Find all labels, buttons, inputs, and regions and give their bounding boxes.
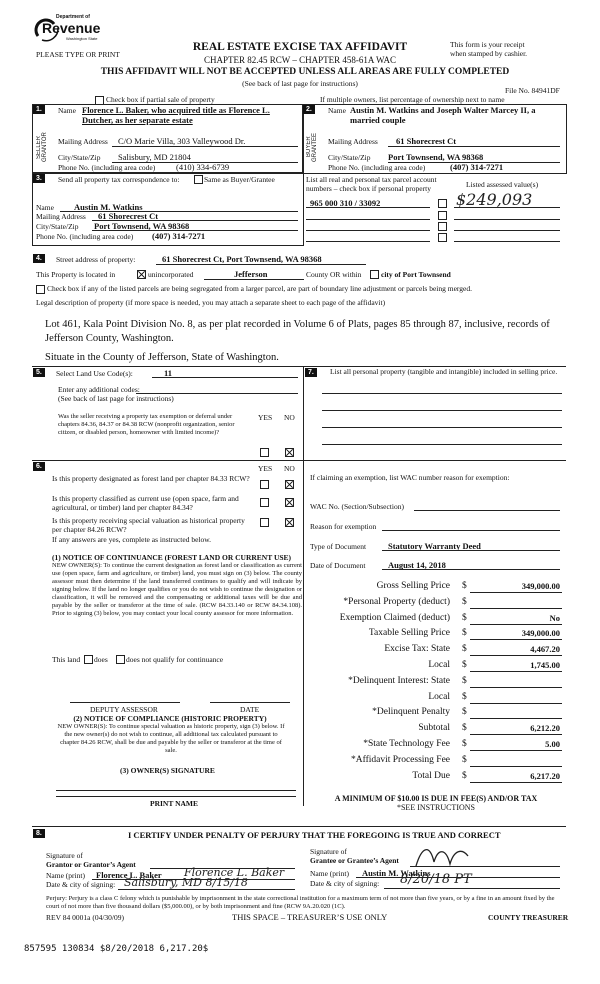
calc-row-dollar: $ (462, 675, 467, 686)
same-as-buyer-label: Same as Buyer/Grantee (204, 175, 275, 184)
calc-row-dollar: $ (462, 612, 467, 623)
receipt-note-2: when stamped by cashier. (450, 49, 528, 58)
land-use-see-back: (See back of last page for instructions) (58, 394, 174, 403)
calc-row-dollar: $ (462, 754, 467, 765)
form-title: REAL ESTATE EXCISE TAX AFFIDAVIT (192, 41, 408, 53)
street-address-label: Street address of property: (56, 255, 136, 264)
grantor-sig-label-2: Grantor or Grantor’s Agent (46, 860, 136, 869)
personal-property-checkbox-3[interactable] (438, 222, 447, 231)
does-checkbox[interactable] (84, 655, 93, 664)
tax-calculation (310, 581, 562, 786)
historic-no-checkbox[interactable] (285, 518, 294, 527)
calc-row-dollar: $ (462, 581, 467, 591)
corr-city: Port Townsend, WA 98368 (94, 221, 190, 231)
calc-row-dollar: $ (462, 770, 467, 781)
calc-row (310, 628, 562, 642)
unincorporated-checkbox[interactable] (137, 270, 146, 279)
does-label: does (94, 655, 108, 664)
section-7-number: 7. (305, 368, 317, 377)
calc-row (310, 597, 562, 611)
section-6-number: 6. (33, 462, 45, 471)
current-use-no-checkbox[interactable] (285, 498, 294, 507)
document-type: Statutory Warranty Deed (388, 541, 481, 551)
logo-state: Washington State (66, 36, 98, 41)
calc-row-line (470, 608, 562, 609)
calc-row-label: Local (428, 691, 450, 702)
assessed-value-1: $249,093 (456, 190, 533, 209)
street-address: 61 Shorecrest Ct, Port Townsend, WA 98368 (162, 254, 322, 264)
grantee-date-label: Date & city of signing: (310, 879, 380, 888)
buyer-city-label: City/State/Zip (328, 153, 371, 162)
form-subtitle: CHAPTER 82.45 RCW – CHAPTER 458-61A WAC (204, 55, 396, 65)
buyer-city: Port Townsend, WA 98368 (388, 152, 484, 162)
seller-phone-label: Phone No. (including area code) (58, 163, 156, 172)
calc-row-label: Total Due (412, 770, 450, 781)
calc-row-value[interactable]: No (549, 612, 560, 623)
calc-row-line (470, 782, 562, 783)
calc-row-value[interactable]: 349,000.00 (521, 628, 560, 639)
calc-row-label: *Affidavit Processing Fee (350, 754, 450, 765)
print-name-label: PRINT NAME (150, 799, 198, 808)
s6-no-label: NO (284, 464, 295, 473)
logo-dept: Department of (56, 14, 90, 20)
calc-row-label: Excise Tax: State (384, 644, 450, 655)
calc-row-dollar: $ (462, 596, 467, 607)
grantor-date-city: Salisbury, MD 8/15/18 (124, 876, 248, 889)
personal-property-label: List all personal property (tangible and intangible) included in selling price. (330, 367, 558, 376)
corr-name: Austin M. Watkins (74, 202, 143, 212)
exemption-question: Was the seller receiving a property tax exemption or deferral under chapters 84.36, 84.37 or 84.38 RCW (nonprofit organization, senior citizen, or disabled person, homeowner with limited income)? (58, 413, 235, 436)
land-use-code: 11 (164, 368, 173, 378)
calc-row (310, 644, 562, 658)
document-type-label: Type of Document (310, 542, 367, 551)
legal-description-label: Legal description of property (if more space is needed, you may attach a separate sheet to each page of the affidavit) (36, 298, 386, 307)
calc-row-line (470, 671, 562, 672)
seller-mailing: C/O Marie Villa, 303 Valleywood Dr. (118, 136, 246, 146)
this-land-label: This land (52, 655, 81, 664)
if-yes-note: If any answers are yes, complete as instructed below. (52, 535, 212, 544)
historic-yes-checkbox[interactable] (260, 518, 269, 527)
document-date: August 14, 2018 (388, 560, 446, 570)
calc-row-line (470, 624, 562, 625)
assessed-value-label: Listed assessed value(s) (466, 180, 539, 189)
city-of-label: city of Port Townsend (381, 270, 451, 279)
calc-row (310, 723, 562, 737)
grantee-sig-label-2: Grantee or Grantee’s Agent (310, 856, 399, 865)
buyer-name: Austin M. Watkins and Joseph Walter Marcey II, a married couple (350, 105, 536, 125)
warning-text: THIS AFFIDAVIT WILL NOT BE ACCEPTED UNLESS ALL AREAS ARE FULLY COMPLETED (100, 67, 510, 77)
segregated-label: Check box if any of the listed parcels are being segregated from a larger parcel, are part of boundary line adjustment or parcels being merged. (47, 284, 472, 293)
calc-row-label: Taxable Selling Price (368, 628, 450, 639)
notice-compliance-title: (2) NOTICE OF COMPLIANCE (HISTORIC PROPERTY) (73, 714, 267, 723)
buyer-phone-label: Phone No. (including area code) (328, 163, 426, 172)
calc-row (310, 692, 562, 706)
calc-row-value[interactable]: 4,467.20 (530, 644, 560, 655)
same-as-buyer-checkbox[interactable] (194, 175, 203, 184)
grantor-date-label: Date & city of signing: (46, 880, 116, 889)
please-type: PLEASE TYPE OR PRINT (36, 50, 120, 59)
corr-mailing: 61 Shorecrest Ct (98, 211, 159, 221)
current-use-question: Is this property classified as current use (open space, farm and agricultural, or timber) land per chapter 84.34? (52, 494, 239, 512)
calc-row-value[interactable]: 349,000.00 (521, 581, 560, 591)
calc-row (310, 581, 562, 595)
calc-row-value[interactable]: 6,217.20 (530, 770, 560, 781)
exemption-reason-label: Reason for exemption (310, 522, 377, 531)
parcel-number-1: 965 000 310 / 33092 (310, 198, 381, 208)
seller-city: Salisbury, MD 21804 (118, 152, 191, 162)
document-date-label: Date of Document (310, 561, 366, 570)
grantee-date-city: 8/20/18 PT (400, 872, 472, 887)
calc-row-line (470, 766, 562, 767)
section-5-number: 5. (33, 368, 45, 377)
calc-row-dollar: $ (462, 723, 467, 734)
city-of-checkbox[interactable] (370, 270, 379, 279)
buyer-mailing: 61 Shorecrest Ct (396, 136, 457, 146)
seller-phone: (410) 334-6739 (176, 162, 230, 172)
grantor-name: Florence L. Baker (96, 870, 162, 880)
calc-row-line (470, 734, 562, 735)
perjury-statement: Perjury: Perjury is a class C felony which is punishable by imprisonment in the state correctional institution for a maximum term of not more than five years, or by a fine in an amount fixed by the court of not more than five thousand dollars ($5,000.00), or by both imprisonment and fine (RCW 9A.20.020 (1C). (46, 895, 555, 910)
exemption-claim-label: If claiming an exemption, list WAC number reason for exemption: (310, 473, 510, 482)
certify-statement: I CERTIFY UNDER PENALTY OF PERJURY THAT THE FOREGOING IS TRUE AND CORRECT (128, 830, 501, 840)
calc-row-dollar: $ (462, 691, 467, 702)
calc-row-label: Exemption Claimed (deduct) (339, 612, 450, 623)
buyer-mailing-label: Mailing Address (328, 137, 378, 146)
calc-row (310, 739, 562, 753)
does-not-checkbox[interactable] (116, 655, 125, 664)
calc-row-line (470, 592, 562, 593)
forest-no-checkbox[interactable] (285, 480, 294, 489)
see-instructions: *SEE INSTRUCTIONS (396, 803, 475, 812)
county-or-within-label: County OR within (306, 270, 362, 279)
grantor-sig-label-1: Signature of (46, 851, 83, 860)
calc-row-line (470, 750, 562, 751)
seller-side-label: SELLER GRANTOR (36, 132, 48, 162)
s5-yes-checkbox[interactable] (260, 448, 269, 457)
partial-sale-label: Check box if partial sale of property (106, 95, 215, 104)
legal-situate: Situate in the County of Jefferson, State of Washington. (45, 352, 279, 363)
parcels-header-2: numbers – check box if personal property (306, 184, 431, 193)
see-back-note: (See back of last page for instructions) (242, 79, 358, 88)
notice-continuance-title: (1) NOTICE OF CONTINUANCE (FOREST LAND OR CURRENT USE) (52, 553, 292, 562)
calc-row-line (470, 703, 562, 704)
calc-row-line (470, 655, 562, 656)
calc-row-dollar: $ (462, 644, 467, 655)
logo-text: Revenue (42, 20, 101, 36)
county-name: Jefferson (234, 269, 268, 279)
county-treasurer: COUNTY TREASURER (488, 913, 569, 922)
calc-row (310, 613, 562, 627)
section-1-number: 1. (33, 105, 45, 114)
grantor-name-label: Name (print) (46, 871, 85, 880)
rev-number: REV 84 0001a (04/30/09) (46, 913, 124, 922)
calc-row-line (470, 639, 562, 640)
seller-city-label: City/State/Zip (58, 153, 101, 162)
historic-question: Is this property receiving special valuation as historical property per chapter 84.26 RCW? (52, 516, 245, 534)
buyer-side-label: BUYER GRANTEE (306, 132, 318, 162)
grantee-sig-label-1: Signature of (310, 847, 347, 856)
parcels-header-1: List all real and personal tax parcel account (306, 175, 437, 184)
located-in-label: This Property is located in (36, 270, 116, 279)
calc-row (310, 755, 562, 769)
legal-description: Lot 461, Kala Point Division No. 8, as per plat recorded in Volume 6 of Plats, pages 85 through 87, inclusive, records of Jefferson County, Washington. (45, 319, 550, 344)
deputy-date-label: DATE (240, 705, 260, 714)
calc-row-line (470, 687, 562, 688)
buyer-phone: (407) 314-7271 (450, 162, 504, 172)
seller-mailing-label: Mailing Address (58, 137, 108, 146)
corr-phone-label: Phone No. (including area code) (36, 232, 134, 241)
cashier-stamp: 857595 130834 $8/20/2018 6,217.20$ (24, 944, 209, 954)
corr-city-label: City/State/Zip (36, 222, 79, 231)
section-3-number: 3. (33, 174, 45, 183)
unincorporated-label: unincorporated (148, 270, 194, 279)
receipt-note-1: This form is your receipt (450, 40, 525, 49)
forest-yes-checkbox[interactable] (260, 480, 269, 489)
current-use-yes-checkbox[interactable] (260, 498, 269, 507)
buyer-name-label: Name (328, 106, 346, 115)
segregated-checkbox[interactable] (36, 285, 45, 294)
calc-row-label: Gross Selling Price (376, 581, 450, 591)
s5-no-label: NO (284, 413, 295, 422)
calc-row-line (470, 718, 562, 719)
calc-row-dollar: $ (462, 628, 467, 639)
land-use-label: Select Land Use Code(s): (56, 369, 133, 378)
forest-land-question: Is this property designated as forest land per chapter 84.33 RCW? (52, 474, 250, 483)
calc-row-dollar: $ (462, 660, 467, 670)
calc-row-label: *State Technology Fee (363, 739, 450, 749)
section-8-number: 8. (33, 829, 45, 838)
calc-row (310, 660, 562, 674)
section-4-number: 4. (33, 254, 45, 263)
minimum-due: A MINIMUM OF $10.00 IS DUE IN FEE(S) AND/OR TAX (334, 794, 538, 803)
calc-row (310, 707, 562, 721)
s5-yes-label: YES (258, 413, 273, 422)
calc-row-value[interactable]: 5.00 (545, 739, 560, 749)
corr-name-label: Name (36, 203, 54, 212)
file-number: File No. 84941DF (505, 86, 560, 95)
calc-row-label: *Delinquent Penalty (372, 707, 450, 718)
notice-compliance-body: NEW OWNER(S): To continue special valuation as historic property, sign (3) below. If the new owner(s) do not wish to continue, all additional tax calculated pursuant to chapter 84.26 RCW, shall be due and payable by the seller or transferor at the time of sale. (57, 723, 285, 754)
calc-row (310, 676, 562, 690)
grantor-signature: Florence L. Baker (184, 866, 285, 879)
personal-property-checkbox-2[interactable] (438, 211, 447, 220)
treasurer-space: THIS SPACE – TREASURER’S USE ONLY (232, 912, 388, 922)
calc-row-value[interactable]: 1,745.00 (530, 660, 560, 670)
calc-row-value[interactable]: 6,212.20 (530, 723, 560, 734)
additional-codes-label: Enter any additional codes: (58, 385, 140, 394)
corr-phone: (407) 314-7271 (152, 231, 206, 241)
seller-name: Florence L. Baker, who acquired title as Florence L. Dutcher, as her separate estate (82, 105, 270, 125)
calc-row-label: Local (428, 660, 450, 670)
wac-number-label: WAC No. (Section/Subsection) (310, 502, 404, 511)
calc-row-label: *Delinquent Interest: State (348, 675, 450, 686)
calc-row (310, 771, 562, 785)
grantee-name-label: Name (print) (310, 869, 349, 878)
calc-row-label: *Personal Property (deduct) (343, 596, 450, 607)
calc-row-label: Subtotal (418, 723, 450, 734)
s6-yes-label: YES (258, 464, 273, 473)
grantee-name: Austin M. Watkins (362, 868, 431, 878)
seller-name-label: Name (58, 106, 76, 115)
owner-signature-label: (3) OWNER(S) SIGNATURE (120, 766, 215, 775)
personal-property-checkbox-1[interactable] (438, 199, 447, 208)
personal-property-checkbox-4[interactable] (438, 233, 447, 242)
corr-mailing-label: Mailing Address (36, 212, 86, 221)
calc-row-dollar: $ (462, 739, 467, 749)
send-correspondence-label: Send all property tax correspondence to: (58, 175, 180, 184)
s5-no-checkbox[interactable] (285, 448, 294, 457)
calc-row-dollar: $ (462, 707, 467, 718)
deputy-assessor-label: DEPUTY ASSESSOR (90, 705, 158, 714)
section-2-number: 2. (303, 105, 315, 114)
multiple-owners-label: If multiple owners, list percentage of ownership next to name (320, 95, 505, 104)
does-not-label: does not qualify for continuance (126, 655, 224, 664)
notice-continuance-body: NEW OWNER(S): To continue the current designation as forest land or classification as current use (open space, farm and agriculture, or timber) land, you must sign on (3) below. The county assessor must then determine if the land transferred continues to qualify and will indicate by signing below. If the land no longer qualifies or you do not wish to continue the designation or classification, it will be removed and the compensating or additional taxes will be due and payable by the seller or transferor at the time of sale. (RCW 84.33.140 or RCW 84.34.108). Prior to signing (3) below, you may contact your local county assessor for more information. (52, 562, 302, 617)
